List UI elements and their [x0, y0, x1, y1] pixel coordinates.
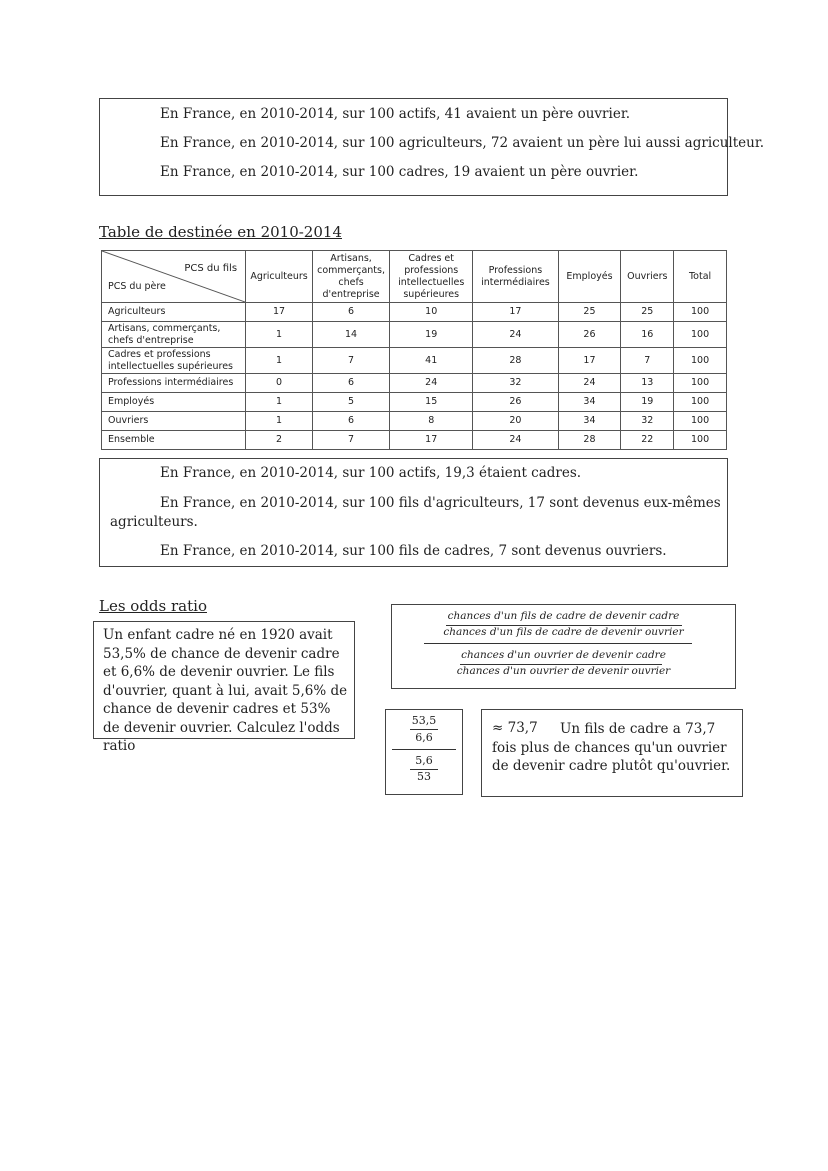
formula-box [391, 604, 736, 689]
table-row [102, 374, 727, 393]
table-row [102, 322, 727, 348]
formula-top-numerator: chances d'un fils de cadre de devenir cadre [447, 610, 680, 622]
table-header-row [102, 251, 727, 303]
table-cell: 2 [246, 431, 313, 450]
table-cell: 100 [674, 303, 727, 322]
table-cell: 100 [674, 322, 727, 348]
table-cell: 14 [313, 322, 390, 348]
col-header: Total [674, 251, 727, 303]
table-cell: 5 [313, 393, 390, 412]
table-cell: 17 [390, 431, 473, 450]
exercise-box [93, 621, 355, 754]
table-cell: 16 [621, 322, 674, 348]
row-label: Employés [102, 393, 246, 412]
fraction-bar-main [392, 749, 456, 750]
table-cell: 10 [390, 303, 473, 322]
table-cell: 6 [313, 412, 390, 431]
col-header: Cadres et professions intellectuelles supérieures [390, 251, 473, 303]
corner-label-pere: PCS du père [108, 281, 166, 292]
table-cell: 25 [558, 303, 621, 322]
table-cell: 17 [473, 303, 558, 322]
col-header: Employés [558, 251, 621, 303]
intro-box [99, 98, 765, 196]
reading-line-1: En France, en 2010-2014, sur 100 actifs, 19,3 étaient cadres. [160, 465, 582, 481]
table-cell: 24 [473, 322, 558, 348]
calc-b: 6,6 [415, 731, 433, 744]
table-cell: 19 [621, 393, 674, 412]
reading-line-2-cont: agriculteurs. [110, 514, 198, 530]
result-text [492, 720, 737, 776]
fraction-bar-small [410, 729, 438, 730]
odds-title: Les odds ratio [99, 597, 207, 615]
reading-line-3: En France, en 2010-2014, sur 100 fils de cadres, 7 sont devenus ouvriers. [160, 543, 667, 559]
table-cell: 1 [246, 348, 313, 374]
table-cell: 28 [558, 431, 621, 450]
table-title: Table de destinée en 2010-2014 [99, 223, 342, 241]
table-cell: 8 [390, 412, 473, 431]
row-label: Agriculteurs [102, 303, 246, 322]
table-cell: 24 [473, 431, 558, 450]
table-row [102, 348, 727, 374]
table-cell: 7 [621, 348, 674, 374]
table-cell: 32 [621, 412, 674, 431]
intro-line-3: En France, en 2010-2014, sur 100 cadres, 19 avaient un père ouvrier. [160, 164, 639, 180]
table-cell: 26 [473, 393, 558, 412]
formula-bottom-numerator: chances d'un ouvrier de devenir cadre [461, 649, 666, 661]
destiny-table [101, 250, 727, 450]
result-approx: ≈ 73,7 [492, 720, 538, 736]
formula-bottom-denominator: chances d'un ouvrier de devenir ouvrier [456, 665, 671, 677]
calc-box [385, 709, 463, 795]
table-cell: 24 [558, 374, 621, 393]
table-cell: 34 [558, 393, 621, 412]
table-cell: 26 [558, 322, 621, 348]
table-cell: 100 [674, 393, 727, 412]
row-label: Cadres et professions intellectuelles supérieures [102, 348, 246, 374]
table-row [102, 393, 727, 412]
col-header: Ouvriers [621, 251, 674, 303]
row-label: Ensemble [102, 431, 246, 450]
row-label: Artisans, commerçants, chefs d'entreprise [102, 322, 246, 348]
table-row [102, 431, 727, 450]
result-box [481, 709, 743, 797]
table-cell: 1 [246, 322, 313, 348]
table-row [102, 303, 727, 322]
col-header: Agriculteurs [246, 251, 313, 303]
fraction-bar-main [424, 643, 692, 644]
intro-line-2: En France, en 2010-2014, sur 100 agriculteurs, 72 avaient un père lui aussi agriculteur. [160, 135, 765, 151]
formula-top-denominator: chances d'un fils de cadre de devenir ouvrier [443, 626, 684, 638]
row-label: Ouvriers [102, 412, 246, 431]
table-cell: 6 [313, 303, 390, 322]
corner-header [102, 251, 246, 303]
table-cell: 41 [390, 348, 473, 374]
table-cell: 20 [473, 412, 558, 431]
intro-line-1: En France, en 2010-2014, sur 100 actifs, 41 avaient un père ouvrier. [160, 106, 631, 122]
table-cell: 25 [621, 303, 674, 322]
table-cell: 0 [246, 374, 313, 393]
table-cell: 13 [621, 374, 674, 393]
col-header: Professions intermédiaires [473, 251, 558, 303]
calc-d: 53 [417, 770, 431, 783]
reading-line-2: En France, en 2010-2014, sur 100 fils d'agriculteurs, 17 sont devenus eux-mêmes [160, 495, 721, 511]
table-cell: 32 [473, 374, 558, 393]
table-cell: 28 [473, 348, 558, 374]
table-row [102, 412, 727, 431]
table-cell: 15 [390, 393, 473, 412]
corner-label-fils: PCS du fils [184, 263, 238, 274]
table-cell: 24 [390, 374, 473, 393]
table-cell: 19 [390, 322, 473, 348]
table-cell: 100 [674, 431, 727, 450]
table-cell: 6 [313, 374, 390, 393]
table-cell: 17 [558, 348, 621, 374]
col-header: Artisans, commerçants, chefs d'entreprise [313, 251, 390, 303]
table-cell: 7 [313, 431, 390, 450]
table-cell: 100 [674, 374, 727, 393]
table-cell: 22 [621, 431, 674, 450]
diagonal-line [102, 251, 245, 302]
table-cell: 100 [674, 348, 727, 374]
table-cell: 100 [674, 412, 727, 431]
calc-a: 53,5 [411, 714, 437, 727]
reading-box [99, 458, 728, 567]
table-cell: 34 [558, 412, 621, 431]
table-cell: 1 [246, 393, 313, 412]
result-text-content: Un fils de cadre a 73,7 fois plus de chances qu'un ouvrier de devenir cadre plutôt qu'ouvrier. [492, 721, 731, 774]
calc-c: 5,6 [415, 754, 433, 767]
row-label: Professions intermédiaires [102, 374, 246, 393]
table-cell: 7 [313, 348, 390, 374]
exercise-text: Un enfant cadre né en 1920 avait 53,5% de chance de devenir cadre et 6,6% de devenir ouvrier. Le fils d'ouvrier, quant à lui, avait 5,6% de chance de devenir cadres et 53% de devenir ouvrier. Calculez l'odds ratio [103, 627, 348, 754]
table-cell: 1 [246, 412, 313, 431]
table-cell: 17 [246, 303, 313, 322]
